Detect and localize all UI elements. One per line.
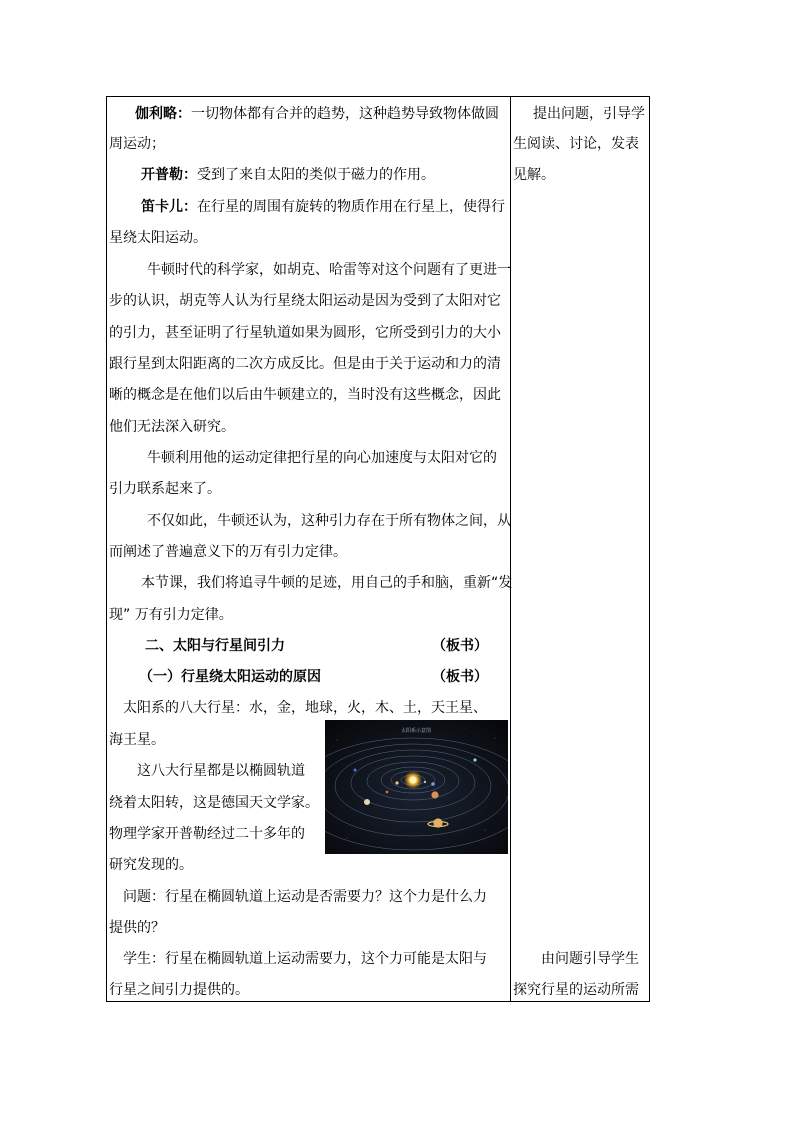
- paragraph-universal-1: 不仅如此，牛顿还认为，这种引力存在于所有物体之间，从: [147, 513, 511, 529]
- paragraph-planets-5: 物理学家开普勒经过二十多年的: [109, 826, 305, 842]
- image-caption: 太阳系示意图: [400, 728, 432, 734]
- paragraph-planets-3: 这八大行星都是以椭圆轨道: [137, 763, 305, 779]
- speaker-kepler: 开普勒：: [141, 167, 197, 183]
- descartes-line-1: 笛卡儿：在行星的周围有旋转的物质作用在行星上，使得行: [141, 199, 505, 215]
- paragraph-planets-1: 太阳系的八大行星：水，金，地球，火，木、土，天王星、: [123, 700, 487, 716]
- note2-line-2: 探究行星的运动所需: [513, 982, 639, 998]
- galileo-line-2: 周运动；: [109, 136, 165, 152]
- solar-system-image: [325, 720, 508, 854]
- paragraph-newton-motion-2: 引力联系起来了。: [109, 481, 221, 497]
- paragraph-lesson-intro-1: 本节课，我们将追寻牛顿的足迹，用自己的手和脑，重新“发: [141, 575, 513, 591]
- speaker-descartes: 笛卡儿：: [141, 199, 197, 215]
- speaker-galileo: 伽利略：: [135, 106, 191, 122]
- paragraph-student-1: 学生：行星在椭圆轨道上运动需要力，这个力可能是太阳与: [123, 951, 487, 967]
- note1-line-1: 提出问题，引导学: [533, 106, 645, 122]
- lesson-table: [106, 96, 650, 1002]
- note2-line-1: 由问题引导学生: [541, 951, 639, 967]
- paragraph-newton-era-4: 跟行星到太阳距离的二次方成反比。但是由于关于运动和力的清: [109, 356, 501, 372]
- paragraph-question-2: 提供的？: [109, 920, 165, 936]
- section-heading-tag: （板书）: [432, 638, 488, 654]
- paragraph-newton-era-5: 晰的概念是在他们以后由牛顿建立的，当时没有这些概念，因此: [109, 387, 501, 403]
- section-heading: 二、太阳与行星间引力: [145, 638, 285, 654]
- galileo-line-1: 伽利略：一切物体都有合并的趋势，这种趋势导致物体做圆: [135, 106, 499, 122]
- paragraph-lesson-intro-2: 现” 万有引力定律。: [109, 607, 233, 623]
- kepler-line: 开普勒：受到了来自太阳的类似于磁力的作用。: [141, 167, 435, 183]
- subsection-heading: （一）行星绕太阳运动的原因: [139, 669, 321, 685]
- paragraph-newton-era-6: 他们无法深入研究。: [109, 419, 235, 435]
- paragraph-planets-6: 研究发现的。: [109, 857, 193, 873]
- paragraph-planets-4: 绕着太阳转，这是德国天文学家。: [109, 795, 319, 811]
- paragraph-planets-2: 海王星。: [109, 732, 165, 748]
- paragraph-newton-motion-1: 牛顿利用他的运动定律把行星的向心加速度与太阳对它的: [147, 450, 497, 466]
- note1-line-3: 见解。: [513, 167, 555, 183]
- subsection-heading-tag: （板书）: [432, 669, 488, 685]
- paragraph-student-2: 行星之间引力提供的。: [109, 982, 249, 998]
- paragraph-newton-era-1: 牛顿时代的科学家，如胡克、哈雷等对这个问题有了更进一: [147, 262, 511, 278]
- paragraph-question-1: 问题：行星在椭圆轨道上运动是否需要力？这个力是什么力: [123, 889, 487, 905]
- column-divider: [510, 97, 511, 1001]
- descartes-line-2: 星绕太阳运动。: [109, 230, 207, 246]
- note1-line-2: 生阅读、讨论，发表: [513, 136, 639, 152]
- paragraph-newton-era-2: 步的认识，胡克等人认为行星绕太阳运动是因为受到了太阳对它: [109, 293, 501, 309]
- paragraph-universal-2: 而阐述了普遍意义下的万有引力定律。: [109, 544, 347, 560]
- paragraph-newton-era-3: 的引力，甚至证明了行星轨道如果为圆形，它所受到引力的大小: [109, 325, 501, 341]
